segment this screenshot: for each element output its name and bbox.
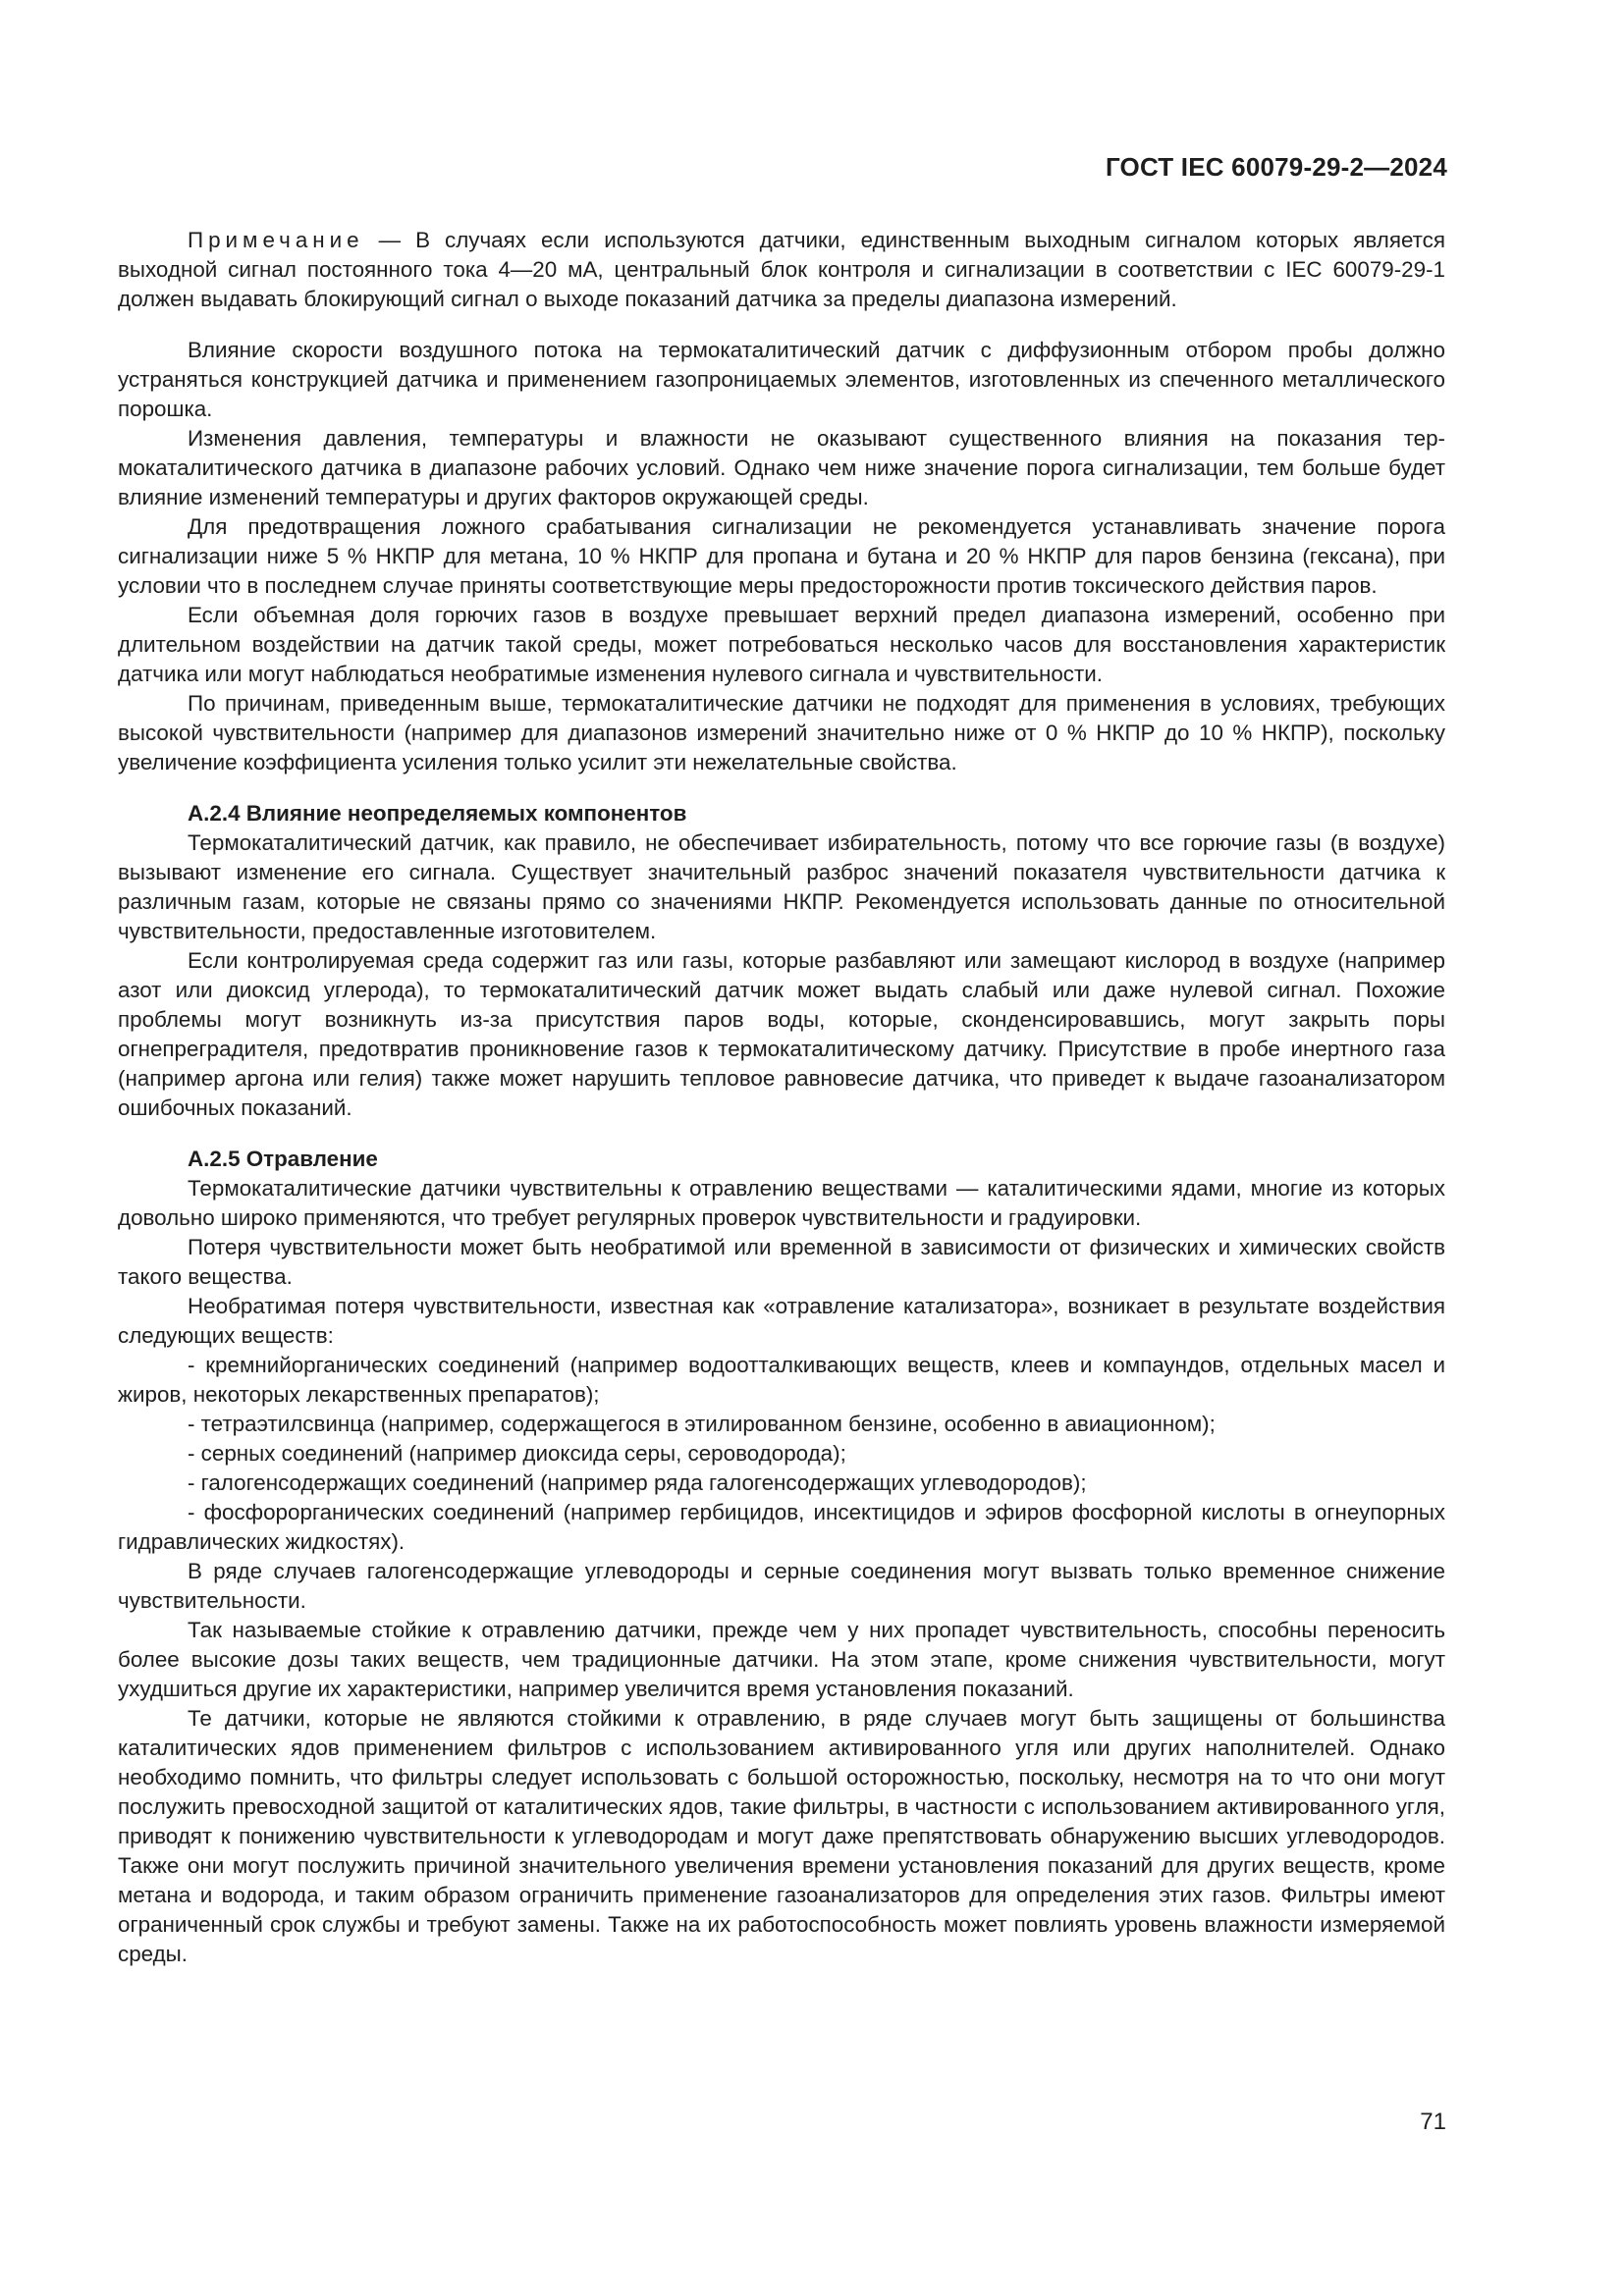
list-item: - фосфорорганических соединений (например гербицидов, инсектицидов и эфиров фосфорной кислоты в огнеупорных гидравлических жидкостях).	[118, 1500, 1445, 1554]
note-text: — В случаях если используются датчики, единственным выходным сигналом которых является выходной сигнал постоянного тока 4—20 мА, центральный блок контроля и сигнализации в соответствии с IEC 60079-29-1 должен выдавать блокирующий сигнал о выходе показаний датчика за пределы диапазона измерений.	[118, 228, 1445, 311]
document-header: ГОСТ IEC 60079-29-2—2024	[1105, 152, 1447, 182]
list-item: - серных соединений (например диоксида серы, сероводорода);	[188, 1441, 846, 1466]
paragraph: Влияние скорости воздушного потока на термокаталитический датчик с диффузионным отбором пробы должно устраняться конструкцией датчика и применением газопроницаемых элементов, изготовленных из спеченного металлического порошка.	[118, 338, 1445, 421]
paragraph: Если контролируемая среда содержит газ или газы, которые разбавляют или замещают кислород в воздухе (например азот или диоксид углерода), то термокаталитический датчик может выдать слабый или даже нулевой сигнал. Похожие проблемы могут возникнуть из-за присутствия паров воды, которые, сконденсировавшись, могут закрыть поры огнепреградителя, предотвратив проникновение газов к термокаталитическому датчику. Присутствие в пробе инертного газа (например аргона или гелия) также может нарушить тепловое равновесие датчика, что приведет к выдаче газоанализатором ошибочных показаний.	[118, 948, 1445, 1120]
list-item: - галогенсодержащих соединений (например ряда галогенсодержащих углеводородов);	[188, 1470, 1087, 1495]
section-heading-a25: А.2.5 Отравление	[188, 1147, 378, 1171]
paragraph: Необратимая потеря чувствительности, известная как «отравление катализатора», возникает в результате воздействия следующих веществ:	[118, 1294, 1445, 1348]
paragraph: Термокаталитические датчики чувствительны к отравлению веществами — каталитическими ядами, многие из которых довольно широко применяются, что требует регулярных проверок чувствительности и градуировки.	[118, 1176, 1445, 1230]
page-number: 71	[1420, 2109, 1446, 2135]
paragraph: Для предотвращения ложного срабатывания сигнализации не рекомендуется устанавливать значение порога сигнализации ниже 5 % НКПР для метана, 10 % НКПР для пропана и бутана и 20 % НКПР для паров бензина (гексана), при условии что в последнем случае приняты соответствующие меры предосторожности против токсического действия паров.	[118, 514, 1445, 598]
list-item: - кремнийорганических соединений (например водоотталкивающих веществ, клеев и компаундов, отдельных масел и жиров, некоторых лекарственных препаратов);	[118, 1353, 1445, 1407]
document-body	[118, 226, 1445, 1969]
paragraph: Термокаталитический датчик, как правило, не обеспечивает избирательность, потому что все горючие газы (в воздухе) вызывают изменение его сигнала. Существует значительный разброс значений показателя чувствительности датчика к различным газам, которые не связаны прямо со значениями НКПР. Рекомендуется использовать данные по относительной чувствительности, предоставленные изготовителем.	[118, 830, 1445, 943]
list-item: - тетраэтилсвинца (например, содержащегося в этилированном бензине, особенно в авиационном);	[188, 1412, 1216, 1436]
note-label: Примечание	[188, 228, 364, 252]
paragraph: Потеря чувствительности может быть необратимой или временной в зависимости от физических и химических свойств такого вещества.	[118, 1235, 1445, 1289]
section-heading-a24: А.2.4 Влияние неопределяемых компонентов	[188, 801, 687, 826]
paragraph: Если объемная доля горючих газов в воздухе превышает верхний предел диапазона измерений, особенно при длительном воздействии на датчик такой среды, может потребоваться несколько часов для восстановления характеристик датчика или могут наблюдаться необратимые изменения нулевого сигнала и чувствительности.	[118, 603, 1445, 686]
paragraph: Изменения давления, температуры и влажности не оказывают существенного влияния на показания термокаталитического датчика в диапазоне рабочих условий. Однако чем ниже значение порога сигнализации, тем больше будет влияние изменений температуры и других факторов окружающей среды.	[118, 426, 1445, 509]
paragraph: Те датчики, которые не являются стойкими к отравлению, в ряде случаев могут быть защищены от большинства каталитических ядов применением фильтров с использованием активированного угля или других наполнителей. Однако необходимо помнить, что фильтры следует использовать с большой осторожностью, поскольку, несмотря на то что они могут послужить превосходной защитой от каталитических ядов, такие фильтры, в частности с использованием активированного угля, приводят к понижению чувствительности к углеводородам и могут даже препятствовать обнаружению высших углеводородов. Также они могут послужить причиной значительного увеличения времени установления показаний для других веществ, кроме метана и водорода, и таким образом ограничить применение газоанализаторов для определения этих газов. Фильтры имеют ограниченный срок службы и требуют замены. Также на их работоспособность может повлиять уровень влажности измеряемой среды.	[118, 1706, 1445, 1966]
paragraph: Так называемые стойкие к отравлению датчики, прежде чем у них пропадет чувствительность, способны переносить более высокие дозы таких веществ, чем традиционные датчики. На этом этапе, кроме снижения чувствительности, могут ухудшиться другие их характеристики, например увеличится время установления показаний.	[118, 1618, 1445, 1701]
note-paragraph	[118, 226, 1445, 314]
paragraph: По причинам, приведенным выше, термокаталитические датчики не подходят для применения в условиях, требующих высокой чувствительности (например для диапазонов измерений значительно ниже от 0 % НКПР до 10 % НКПР), поскольку увеличение коэффициента усиления только усилит эти нежелательные свойства.	[118, 691, 1445, 774]
paragraph: В ряде случаев галогенсодержащие углеводороды и серные соединения могут вызвать только временное снижение чувствительности.	[118, 1559, 1445, 1613]
